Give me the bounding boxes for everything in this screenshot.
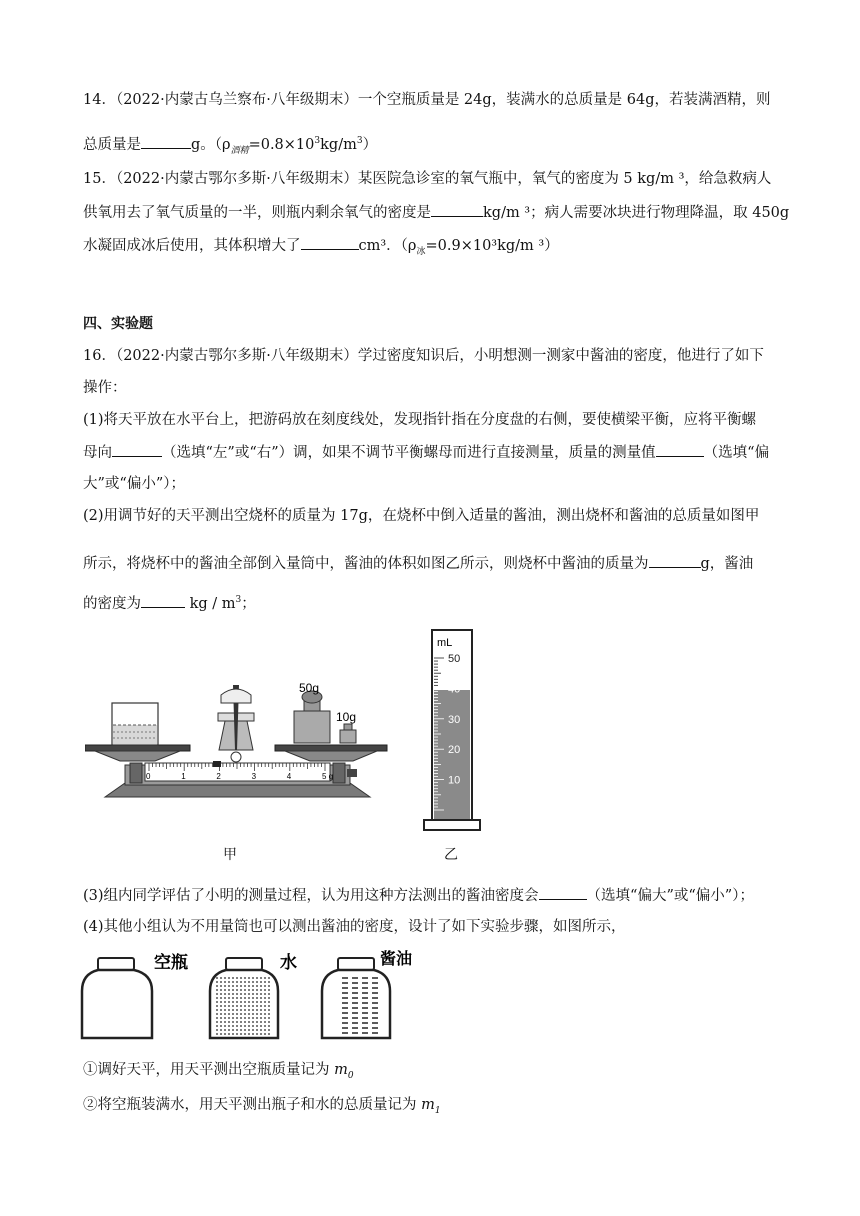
q16-blank-2[interactable]: [656, 442, 704, 457]
q15-text: 水凝固成冰后使用，其体积增大了: [83, 238, 301, 254]
scale-tick-label: 2: [216, 772, 221, 781]
q16-blank-5[interactable]: [539, 885, 587, 900]
q16-text: 所示，将烧杯中的酱油全部倒入量筒中，酱油的体积如图乙所示，则烧杯中酱油的质量为: [83, 556, 649, 572]
scale-tick-label: 1: [181, 772, 186, 781]
q16-text: （选填“偏大”或“偏小”）；: [586, 888, 754, 904]
q16-part1-line-3: 大”或“偏小”）；: [83, 476, 185, 492]
graduated-cylinder-figure: [420, 628, 482, 833]
q16-text: g，酱油: [700, 556, 754, 572]
cylinder-tick-label: 30: [448, 713, 461, 726]
cylinder-tick-label: 10: [448, 774, 461, 787]
weight-10g-label: 10g: [336, 710, 357, 724]
q16-blank-1[interactable]: [112, 442, 162, 457]
q14-answer-blank[interactable]: [141, 134, 191, 149]
q16-text: （选填“左”或“右”）调，如果不调节平衡螺母而进行直接测量，质量的测量值: [162, 445, 656, 461]
weight-50g-label: 50g: [299, 681, 320, 695]
q14-text: =0.8×10: [248, 136, 315, 153]
q14-text: g。（ρ: [191, 136, 231, 153]
q16-text: kg / m: [189, 595, 236, 612]
q16-text: ②将空瓶装满水，用天平测出瓶子和水的总质量记为: [83, 1097, 422, 1113]
q16-blank-4[interactable]: [141, 593, 185, 608]
q14-sub: 酒精: [230, 145, 249, 156]
q15-text: 供氧用去了氧气质量的一半，则瓶内剩余氧气的密度是: [83, 205, 431, 221]
q16-step-2: [83, 1095, 441, 1121]
q16-var: m: [334, 1062, 348, 1078]
q16-part1-line-2: [83, 442, 769, 463]
cylinder-tick-label: 20: [448, 744, 461, 757]
q15-sub: 冰: [416, 246, 426, 257]
q16-part2-line-1: (2)用调节好的天平测出空烧杯的质量为 17g，在烧杯中倒入适量的酱油，测出烧杯和酱油的总质量如图甲: [83, 508, 760, 524]
q14-text: ）: [362, 136, 378, 153]
q16-part4: (4)其他小组认为不用量筒也可以测出酱油的密度，设计了如下实验步骤，如图所示，: [83, 919, 626, 935]
q16-part2-line-2: [83, 553, 753, 574]
q14-sup: 3: [356, 136, 363, 146]
q16-line-2: 操作：: [83, 380, 127, 396]
cylinder-tick-label: 40: [448, 683, 461, 696]
q16-text: 的密度为: [83, 595, 141, 612]
q16-sub: 0: [347, 1070, 354, 1081]
cylinder-unit-label: mL: [437, 637, 453, 649]
q16-part3: [83, 885, 754, 906]
q16-var: m: [421, 1097, 435, 1113]
scale-tick-label: 5 g: [322, 772, 334, 781]
q15-line-2: [83, 202, 789, 223]
bottle-label-empty: 空瓶: [154, 953, 188, 973]
cylinder-tick-label: 50: [448, 653, 461, 665]
q14-line-1: 14．（2022·内蒙古乌兰察布·八年级期末）一个空瓶质量是 24g，装满水的总质量是 64g，若装满酒精，则: [83, 92, 771, 108]
q15-line-3: [83, 235, 559, 262]
q15-text: kg/m ³；病人需要冰块进行物理降温，取 450g: [483, 205, 790, 221]
bottles-figure: [80, 946, 430, 1046]
q15-text: cm³．（ρ: [358, 238, 417, 254]
q16-text: (3)组内同学评估了小明的测量过程，认为用这种方法测出的酱油密度会: [83, 888, 539, 904]
q14-text: 总质量是: [83, 136, 141, 153]
figure-caption-jia: 甲: [223, 847, 237, 863]
section-heading: 四、实验题: [83, 316, 153, 332]
q16-line-1: 16．（2022·内蒙古鄂尔多斯·八年级期末）学过密度知识后，小明想测一测家中酱油的密度，他进行了如下: [83, 348, 764, 364]
q15-line-1: 15．（2022·内蒙古鄂尔多斯·八年级期末）某医院急诊室的氧气瓶中，氧气的密度为 5 kg/m ³，给急救病人: [83, 171, 772, 187]
q14-sup: 3: [314, 136, 321, 146]
q16-text: 母向: [83, 445, 112, 461]
scale-tick-label: 0: [146, 772, 151, 781]
scale-tick-label: 4: [286, 772, 292, 781]
q16-part1-line-1: (1)将天平放在水平台上，把游码放在刻度线处，发现指针指在分度盘的右侧，要使横梁平衡，应将平衡螺: [83, 412, 757, 428]
figure-caption-yi: 乙: [444, 847, 458, 863]
q14-line-2: [83, 131, 377, 161]
q15-answer-blank-1[interactable]: [431, 202, 483, 217]
q16-text: ；: [241, 595, 256, 612]
q15-text: =0.9×10³kg/m ³）: [425, 238, 559, 254]
scale-tick-label: 3: [251, 772, 257, 781]
q15-answer-blank-2[interactable]: [301, 235, 359, 250]
q16-text: （选填“偏: [703, 445, 770, 461]
q16-text: ①调好天平，用天平测出空瓶质量记为: [83, 1062, 335, 1078]
q16-sub: 1: [434, 1105, 441, 1116]
bottle-label-soy-sauce: 酱油: [380, 949, 413, 968]
bottle-label-water: 水: [280, 953, 297, 973]
q16-sup: 3: [235, 595, 242, 605]
q16-blank-3[interactable]: [649, 553, 701, 568]
q16-part2-line-3: [83, 590, 256, 614]
q16-step-1: [83, 1060, 354, 1086]
balance-figure: [85, 655, 395, 825]
q14-text: kg/m: [320, 136, 357, 153]
